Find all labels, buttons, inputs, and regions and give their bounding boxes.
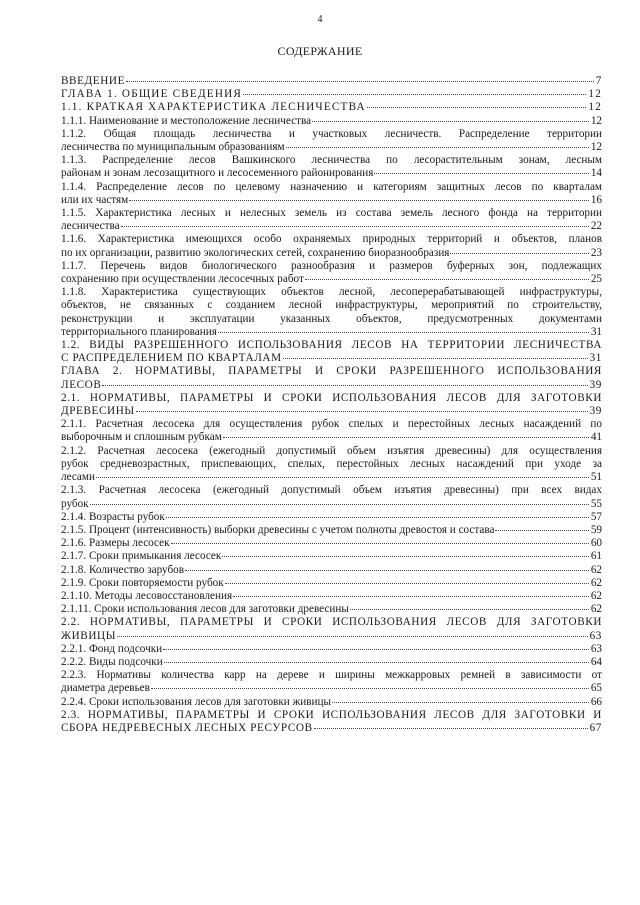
toc-entry-line: 2.1.10. Методы лесовосстановления (61, 589, 233, 602)
toc-entry-line: 1.1.2. Общая площадь лесничества и участковых лесничеств. Распределение территории (61, 127, 602, 140)
toc-entry-line: 1.2. ВИДЫ РАЗРЕШЕННОГО ИСПОЛЬЗОВАНИЯ ЛЕСОВ НА ТЕРРИТОРИИ ЛЕСНИЧЕСТВА (61, 339, 602, 352)
toc-entry[interactable] (61, 365, 602, 391)
toc-page-number: 60 (590, 537, 602, 550)
leader-dots (164, 662, 589, 663)
toc-entry-line: 2.1. НОРМАТИВЫ, ПАРАМЕТРЫ И СРОКИ ИСПОЛЬЗОВАНИЯ ЛЕСОВ ДЛЯ ЗАГОТОВКИ (61, 391, 602, 404)
toc-entry-line: 2.3. НОРМАТИВЫ, ПАРАМЕТРЫ И СРОКИ ИСПОЛЬЗОВАНИЯ ЛЕСОВ ДЛЯ ЗАГОТОВКИ И (61, 708, 602, 721)
toc-entry-line: С РАСПРЕДЕЛЕНИЕМ ПО КВАРТАЛАМ (61, 352, 282, 365)
toc-entry-line: 1.1.4. Распределение лесов по целевому назначению и категориям защитных лесов по кварталам (61, 180, 602, 193)
leader-dots (151, 688, 589, 689)
toc-entry-line: 2.2.2. Виды подсочки (61, 655, 163, 668)
toc-entry-line: 1.1.8. Характеристика существующих объектов лесной, лесоперерабатывающей инфраструктуры, (61, 286, 602, 299)
toc-entry-line: 1.1.6. Характеристика имеющихся особо охраняемых природных территорий и объектов, планов (61, 233, 602, 246)
toc-page-number: 12 (590, 114, 602, 127)
toc-page-number: 51 (590, 471, 602, 484)
toc-entry[interactable] (61, 128, 602, 154)
toc-page-number: 12 (588, 101, 602, 114)
leader-dots (129, 200, 589, 201)
toc-entry-line: 1.1.7. Перечень видов биологического разнообразия и размеров буферных зон, подлежащих (61, 259, 602, 272)
leader-dots (450, 253, 588, 254)
toc-page-number: 62 (590, 603, 602, 616)
toc-entry-line: территориального планирования (61, 325, 217, 338)
toc-page-number: 63 (590, 642, 602, 655)
toc-entry-line: 2.1.3. Расчетная лесосека (ежегодный допустимый объем изъятия древесины) при всех видах (61, 484, 602, 497)
toc-entry-line: 2.1.9. Сроки повторяемости рубок (61, 576, 224, 589)
toc-entry[interactable] (61, 260, 602, 286)
leader-dots (367, 107, 587, 108)
toc-entry-line: лесами (61, 471, 95, 484)
leader-dots (223, 437, 589, 438)
toc-page-number: 67 (589, 721, 602, 734)
toc-entry-line: объектов, не связанных с созданием лесной инфраструктуры, мероприятий по строительству, (61, 299, 602, 312)
leader-dots (374, 173, 588, 174)
toc-entry-line: 2.1.11. Сроки использования лесов для заготовки древесины (61, 603, 349, 616)
toc-entry-line: диаметра деревьев (61, 682, 150, 695)
toc-entry[interactable] (61, 564, 602, 577)
toc-page-number: 23 (590, 246, 602, 259)
toc-entry[interactable] (61, 286, 602, 339)
toc-entry[interactable] (61, 88, 602, 101)
toc-entry[interactable] (61, 392, 602, 418)
toc-entry-line: лесничества (61, 220, 120, 233)
toc-page-number: 59 (590, 523, 602, 536)
toc-entry-line: ДРЕВЕСИНЫ (61, 405, 135, 418)
toc-page-number: 14 (590, 167, 602, 180)
toc-entry[interactable] (61, 669, 602, 695)
toc-page-number: 7 (595, 75, 602, 87)
toc-entry-line: ВВЕДЕНИЕ (61, 75, 126, 87)
toc-entry-line: по их организации, развитию экологических сетей, сохранению биоразнообразия (61, 246, 450, 259)
toc-entry[interactable] (61, 577, 602, 590)
toc-entry-line: 2.2.3. Нормативы количества карр на дереве и ширины межкарровых ремней в зависимости от (61, 669, 602, 682)
toc-entry-line: 2.2. НОРМАТИВЫ, ПАРАМЕТРЫ И СРОКИ ИСПОЛЬЗОВАНИЯ ЛЕСОВ ДЛЯ ЗАГОТОВКИ (61, 616, 602, 629)
leader-dots (90, 504, 589, 505)
toc-entry-line: 1.1.1. Наименование и местоположение лесничества (61, 114, 312, 127)
toc-page-number: 12 (588, 88, 602, 101)
toc-page-number: 31 (589, 352, 602, 365)
leader-dots (166, 517, 589, 518)
page-number: 4 (317, 14, 323, 25)
leader-dots (286, 147, 589, 148)
toc-entry-line: 2.1.8. Количество зарубов (61, 563, 185, 576)
toc-page-number: 63 (589, 629, 602, 642)
toc-entry-line: выборочным и сплошным рубкам (61, 431, 222, 444)
toc-entry[interactable] (61, 181, 602, 207)
leader-dots (185, 570, 589, 571)
toc-entry[interactable] (61, 537, 602, 550)
leader-dots (102, 385, 587, 386)
toc-entry[interactable] (61, 445, 602, 485)
leader-dots (305, 279, 589, 280)
leader-dots (332, 702, 589, 703)
leader-dots (121, 226, 589, 227)
toc-entry[interactable] (61, 696, 602, 709)
toc-entry-line: 2.1.1. Расчетная лесосека для осуществления рубок спелых и перестойных лесных насаждений по (61, 418, 602, 431)
leader-dots (171, 543, 589, 544)
table-of-contents (61, 75, 602, 735)
leader-dots (218, 332, 589, 333)
leader-dots (314, 728, 588, 729)
toc-entry[interactable] (61, 590, 602, 603)
page-title: СОДЕРЖАНИЕ (277, 44, 363, 58)
toc-entry-line: рубок (61, 497, 89, 510)
toc-page-number: 16 (590, 193, 602, 206)
toc-page-number: 55 (590, 497, 602, 510)
leader-dots (225, 583, 589, 584)
toc-page-number: 62 (590, 589, 602, 602)
leader-dots (117, 636, 588, 637)
toc-entry[interactable] (61, 418, 602, 444)
toc-entry-line: СБОРА НЕДРЕВЕСНЫХ ЛЕСНЫХ РЕСУРСОВ (61, 721, 313, 734)
toc-entry-line: 2.1.2. Расчетная лесосека (ежегодный допустимый объем изъятия древесины) для осуществления (61, 444, 602, 457)
toc-entry[interactable] (61, 709, 602, 735)
toc-entry[interactable] (61, 233, 602, 259)
toc-entry[interactable] (61, 484, 602, 510)
toc-entry-line: 2.1.4. Возрасты рубок (61, 510, 165, 523)
toc-entry[interactable] (61, 207, 602, 233)
toc-entry-line: 1.1. КРАТКАЯ ХАРАКТЕРИСТИКА ЛЕСНИЧЕСТВА (61, 101, 366, 114)
toc-entry[interactable] (61, 511, 602, 524)
toc-entry[interactable] (61, 154, 602, 180)
leader-dots (495, 530, 588, 531)
toc-entry[interactable] (61, 339, 602, 365)
toc-entry[interactable] (61, 75, 602, 88)
toc-entry-line: 2.1.5. Процент (интенсивность) выборки древесины с учетом полноты древостоя и состава (61, 523, 495, 536)
leader-dots (222, 556, 588, 557)
toc-page-number: 61 (590, 550, 602, 563)
toc-entry[interactable] (61, 550, 602, 563)
toc-page-number: 62 (590, 563, 602, 576)
leader-dots (243, 94, 586, 95)
leader-dots (163, 649, 589, 650)
leader-dots (350, 609, 589, 610)
toc-entry-line: ГЛАВА 2. НОРМАТИВЫ, ПАРАМЕТРЫ И СРОКИ РАЗРЕШЕННОГО ИСПОЛЬЗОВАНИЯ (61, 365, 602, 378)
leader-dots (126, 81, 594, 82)
toc-entry-line: ЛЕСОВ (61, 378, 102, 391)
leader-dots (312, 121, 589, 122)
toc-entry[interactable] (61, 524, 602, 537)
toc-page-number: 66 (590, 695, 602, 708)
leader-dots (136, 411, 588, 412)
toc-entry[interactable] (61, 101, 602, 114)
toc-page-number: 65 (590, 682, 602, 695)
leader-dots (283, 358, 588, 359)
toc-entry-line: рубок средневозрастных, приспевающих, спелых, перестойных лесных насаждений при уходе за (61, 457, 602, 470)
toc-page-number: 25 (590, 273, 602, 286)
toc-page-number: 39 (589, 378, 602, 391)
toc-entry-line: 1.1.5. Характеристика лесных и нелесных земель из состава земель лесного фонда на территории (61, 207, 602, 220)
toc-entry-line: ГЛАВА 1. ОБЩИЕ СВЕДЕНИЯ (61, 88, 243, 101)
toc-entry-line: 2.2.1. Фонд подсочки (61, 642, 163, 655)
toc-entry-line: 1.1.3. Распределение лесов Вашкинского лесничества по лесорастительным зонам, лесным (61, 154, 602, 167)
toc-page-number: 39 (589, 405, 602, 418)
toc-entry-line: реконструкции и эксплуатации указанных объектов, предусмотренных документами (61, 312, 602, 325)
toc-entry[interactable] (61, 603, 602, 616)
toc-page-number: 64 (590, 655, 602, 668)
toc-entry-line: 2.2.4. Сроки использования лесов для заготовки живицы (61, 695, 332, 708)
toc-page-number: 31 (590, 325, 602, 338)
toc-page-number: 22 (590, 220, 602, 233)
toc-entry-line: районам и зонам лесозащитного и лесосеменного районирования (61, 167, 374, 180)
toc-entry[interactable] (61, 616, 602, 642)
toc-entry[interactable] (61, 656, 602, 669)
toc-page-number: 41 (590, 431, 602, 444)
leader-dots (233, 596, 589, 597)
toc-page-number: 62 (590, 576, 602, 589)
toc-entry[interactable] (61, 115, 602, 128)
toc-entry-line: 2.1.7. Сроки примыкания лесосек (61, 550, 222, 563)
toc-entry-line: 2.1.6. Размеры лесосек (61, 537, 170, 550)
toc-entry[interactable] (61, 643, 602, 656)
toc-entry-line: или их частям (61, 193, 129, 206)
leader-dots (96, 477, 589, 478)
toc-page-number: 12 (590, 141, 602, 154)
toc-page-number: 57 (590, 510, 602, 523)
toc-entry-line: лесничества по муниципальным образованиям (61, 141, 285, 154)
toc-entry-line: сохранению при осуществлении лесосечных работ (61, 273, 304, 286)
toc-entry-line: ЖИВИЦЫ (61, 629, 117, 642)
